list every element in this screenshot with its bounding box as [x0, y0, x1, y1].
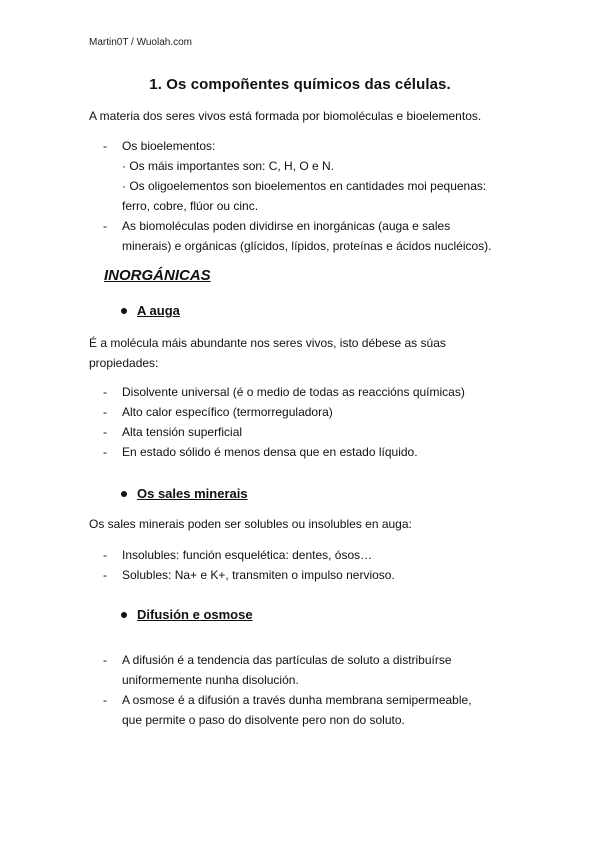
list-item-line: uniformemente nunha disolución. [122, 673, 299, 687]
sales-list [89, 545, 529, 585]
list-item-line: que permite o paso do disolvente pero non do soluto. [122, 713, 405, 727]
auga-heading [121, 303, 180, 318]
list-item [89, 382, 529, 402]
list-item-line: As biomoléculas poden dividirse en inorgánicas (auga e sales [122, 219, 451, 233]
difusion-list [89, 650, 529, 730]
auga-intro-line: É a molécula máis abundante nos seres vivos, isto débese as súas [89, 336, 446, 350]
dash-marker: - [103, 445, 107, 459]
section-title-inorganicas: INORGÁNICAS [104, 267, 211, 284]
dash-marker: - [103, 219, 107, 233]
list-item-text: Solubles: Na+ e K+, transmiten o impulso nervioso. [122, 568, 395, 582]
sales-heading [121, 486, 248, 501]
bullet-icon [121, 612, 127, 618]
auga-properties-list [89, 382, 529, 462]
list-item-text: En estado sólido é menos densa que en estado líquido. [122, 445, 418, 459]
list-item-line: minerais) e orgánicas (glícidos, lípidos, proteínas e ácidos nucléicos). [122, 239, 492, 253]
list-item [89, 565, 529, 585]
list-item-title: Os bioelementos: [122, 139, 216, 153]
intro-paragraph: A materia dos seres vivos está formada por biomoléculas e bioelementos. [89, 109, 482, 123]
auga-heading-label: A auga [137, 303, 180, 318]
list-item [89, 690, 529, 730]
list-item-line: · Os máis importantes son: C, H, O e N. [122, 159, 335, 173]
dash-marker: - [103, 425, 107, 439]
list-item-line: ferro, cobre, flúor ou cinc. [122, 199, 259, 213]
dash-marker: - [103, 548, 107, 562]
list-item [89, 216, 529, 256]
sales-heading-label: Os sales minerais [137, 486, 248, 501]
bullet-icon [121, 308, 127, 314]
sales-intro: Os sales minerais poden ser solubles ou insolubles en auga: [89, 517, 412, 531]
list-item [89, 442, 529, 462]
list-item [89, 136, 529, 216]
list-item-text: Alto calor específico (termorreguladora) [122, 405, 333, 419]
dash-marker: - [103, 653, 107, 667]
dash-marker: - [103, 568, 107, 582]
list-item-text: Alta tensión superficial [122, 425, 243, 439]
list-item [89, 422, 529, 442]
list-item-text: Disolvente universal (é o medio de todas as reaccións químicas) [122, 385, 465, 399]
dash-marker: - [103, 693, 107, 707]
auga-intro [89, 333, 529, 373]
list-item-text: Insolubles: función esquelética: dentes, ósos… [122, 548, 373, 562]
difusion-heading [121, 607, 253, 622]
list-item [89, 650, 529, 690]
list-item-line: · Os oligoelementos son bioelementos en cantidades moi pequenas: [122, 179, 487, 193]
auga-intro-line: propiedades: [89, 356, 159, 370]
list-item-line: A difusión é a tendencia das partículas de soluto a distribuírse [122, 653, 452, 667]
bioelements-list [89, 136, 529, 256]
list-item [89, 402, 529, 422]
page-title: 1. Os compoñentes químicos das células. [149, 76, 451, 93]
dash-marker: - [103, 405, 107, 419]
list-item-line: A osmose é a difusión a través dunha membrana semipermeable, [122, 693, 472, 707]
list-item [89, 545, 529, 565]
bullet-icon [121, 491, 127, 497]
difusion-heading-label: Difusión e osmose [137, 607, 253, 622]
page-header-source: Martin0T / Wuolah.com [89, 37, 193, 48]
dash-marker: - [103, 139, 107, 153]
dash-marker: - [103, 385, 107, 399]
